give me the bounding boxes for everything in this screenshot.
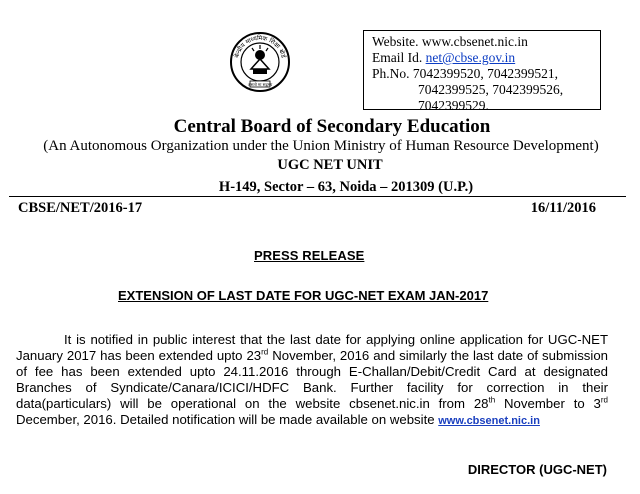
phone-line	[372, 66, 600, 82]
signatory: DIRECTOR (UGC-NET)	[467, 462, 607, 477]
notice-body	[16, 332, 608, 429]
office-address: H-149, Sector – 63, Noida – 201309 (U.P.)	[218, 179, 474, 195]
phone-numbers-1: 7042399520, 7042399521,	[412, 66, 559, 81]
email-line	[372, 50, 600, 66]
website-link[interactable]: www.cbsenet.nic.in	[438, 415, 540, 427]
phone-numbers-3: 7042399529.	[418, 98, 489, 113]
header-divider	[9, 196, 626, 197]
body-sup-2: th	[488, 395, 496, 405]
website-line	[372, 34, 600, 50]
unit-name: UGC NET UNIT	[277, 157, 383, 173]
organization-name: Central Board of Secondary Education	[173, 116, 491, 137]
cbse-logo	[229, 31, 291, 93]
website-text: www.cbsenet.nic.in	[421, 34, 528, 49]
body-text-4: December, 2016. Detailed notification will be made available on website	[16, 412, 439, 427]
logo-top-text: केन्द्रीय माध्यमिक शिक्षा बोर्ड	[233, 34, 287, 59]
body-text-2: November, 2016 and similarly the last date of submission of fee has been extended upto 24.11.2016 through E-Challan/Debit/Credit Card at designated Branches of Syndicate/Canara/ICICI/HDFC Bank. Further facility for correction in their data(particulars) will be operational on the website cbsenet.nic.in from 28	[16, 348, 608, 411]
organization-subtitle: (An Autonomous Organization under the Union Ministry of Human Resource Development)	[43, 138, 599, 154]
contact-box	[363, 30, 601, 113]
reference-date: 16/11/2016	[530, 200, 596, 216]
logo-bottom-text: असतो मा सद्गमय	[247, 82, 273, 87]
body-sup-1: rd	[261, 347, 269, 357]
press-release-subheading: EXTENSION OF LAST DATE FOR UGC-NET EXAM JAN-2017	[118, 288, 489, 303]
reference-number: CBSE/NET/2016-17	[18, 200, 143, 216]
email-label: Email Id.	[372, 50, 423, 65]
body-sup-3: rd	[600, 395, 609, 405]
press-release-heading: PRESS RELEASE	[254, 248, 365, 263]
body-text-1: It is notified in public interest that the last date for applying online application for UGC-NET January 2017 has been extended upto 23	[16, 332, 608, 363]
notice-paragraph	[16, 332, 608, 429]
email-link[interactable]: net@cbse.gov.in	[425, 50, 516, 65]
body-text-3: November to 3	[495, 396, 601, 411]
phone-numbers-2: 7042399525, 7042399526,	[418, 82, 564, 97]
website-label: Website.	[372, 34, 419, 49]
phone-label: Ph.No.	[372, 66, 410, 81]
cbse-seal-icon	[229, 31, 291, 93]
